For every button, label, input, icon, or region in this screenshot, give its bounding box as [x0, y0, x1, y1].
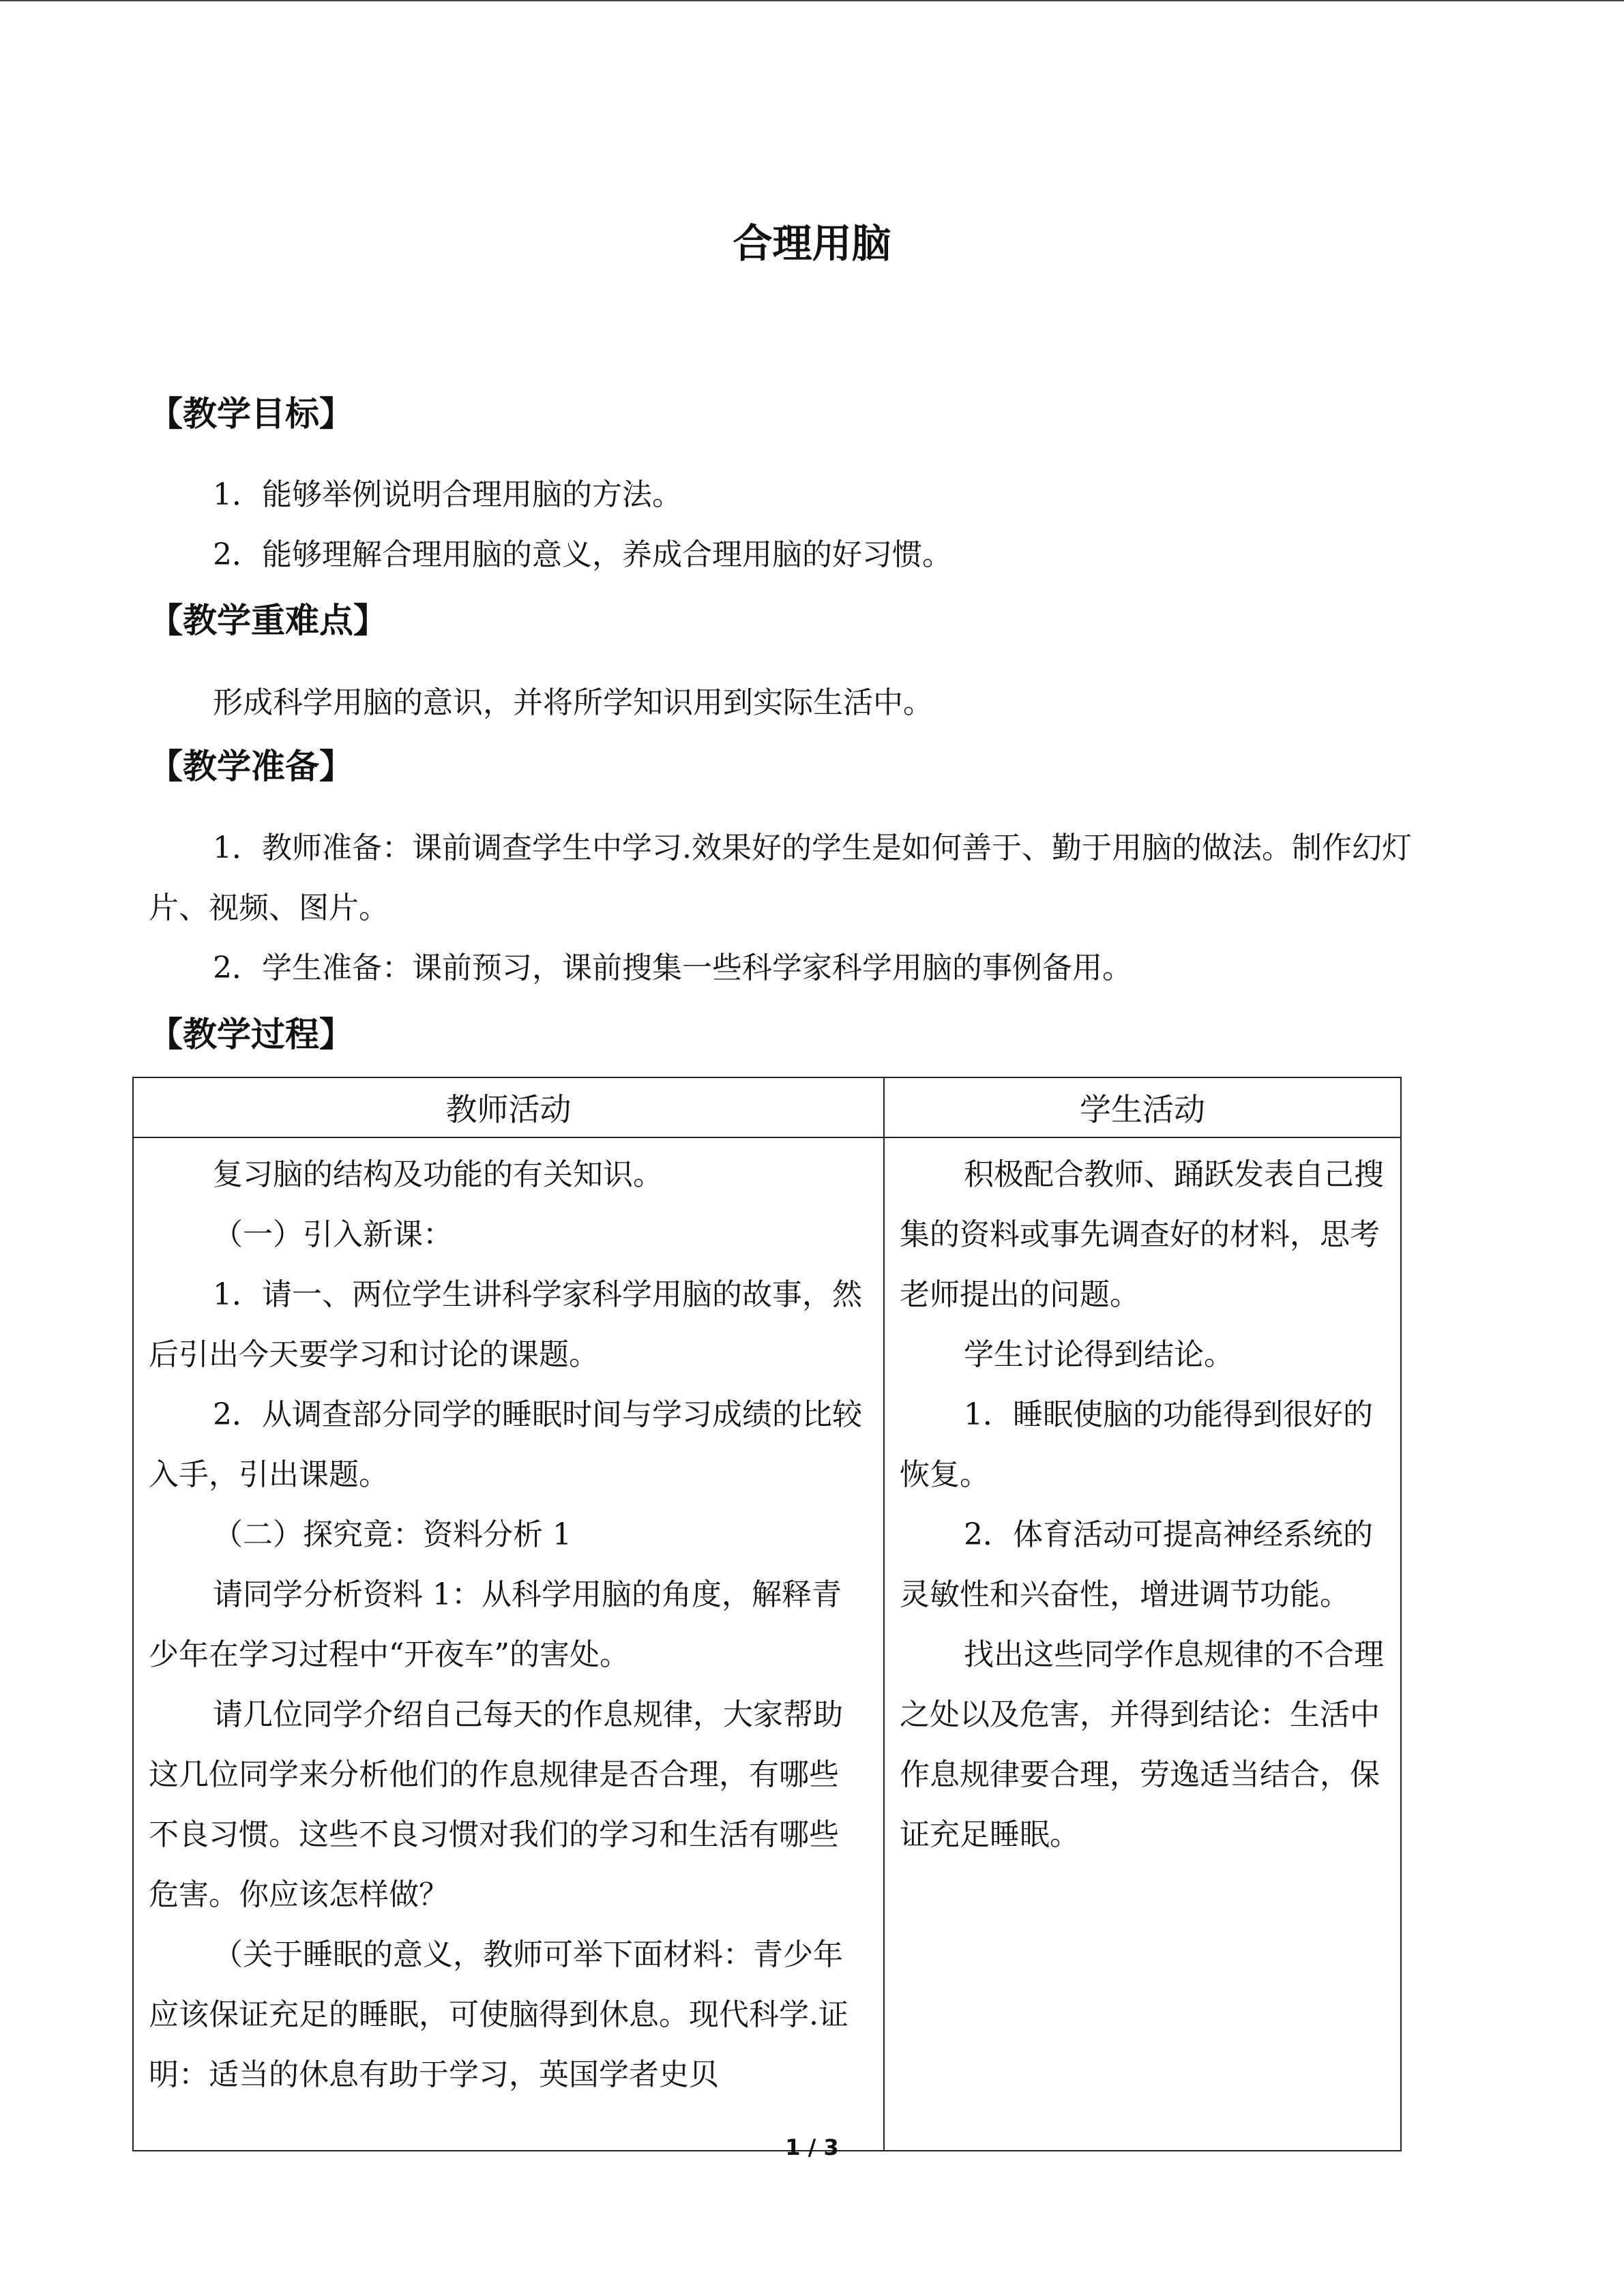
preparation-item: 2．学生准备：课前预习，课前搜集一些科学家科学用脑的事例备用。: [213, 951, 1132, 985]
student-paragraph: 积极配合教师、踊跃发表自己搜集的资料或事先调查好的材料，思考老师提出的问题。: [900, 1157, 1384, 1312]
teacher-paragraph: 2．从调查部分同学的睡眠时间与学习成绩的比较入手，引出课题。: [149, 1397, 862, 1492]
teacher-paragraph: 请同学分析资料 1：从科学用脑的角度，解释青少年在学习过程中“开夜车”的害处。: [149, 1577, 842, 1672]
student-paragraph: 2．体育活动可提高神经系统的灵敏性和兴奋性，增进调节功能。: [900, 1517, 1373, 1612]
key-points-text: 形成科学用脑的意识，并将所学知识用到实际生活中。: [213, 685, 933, 720]
teacher-paragraph: （关于睡眠的意义，教师可举下面材料：青少年应该保证充足的睡眠，可使脑得到休息。现代科学.证明：适当的休息有助于学习，英国学者史贝: [149, 1937, 848, 2092]
section-heading-key-points: 【教学重难点】: [149, 601, 387, 640]
preparation-item: 1．教师准备：课前调查学生中学习.效果好的学生是如何善于、勤于用脑的做法。制作幻灯片、视频、图片。: [149, 831, 1412, 925]
table-row: [133, 1137, 1401, 2151]
section-heading-process: 【教学过程】: [149, 1015, 353, 1054]
student-paragraph: 1．睡眠使脑的功能得到很好的恢复。: [900, 1397, 1373, 1492]
student-paragraph: 学生讨论得到结论。: [964, 1337, 1234, 1372]
teacher-paragraph: （一）引入新课：: [213, 1217, 453, 1252]
teacher-paragraph: 复习脑的结构及功能的有关知识。: [213, 1157, 663, 1192]
document-title: 合理用脑: [733, 220, 891, 267]
objective-item: 2．能够理解合理用脑的意义，养成合理用脑的好习惯。: [213, 537, 952, 572]
teacher-paragraph: 1．请一、两位学生讲科学家科学用脑的故事，然后引出今天要学习和讨论的课题。: [149, 1277, 862, 1372]
table-header-row: [133, 1077, 1401, 1137]
student-activity-cell: [884, 1137, 1401, 2151]
page-number: 1 / 3: [785, 2134, 839, 2160]
teacher-activity-cell: [133, 1137, 884, 2151]
header-teacher-activity: 教师活动: [133, 1077, 884, 1137]
process-table: [132, 1077, 1402, 2151]
section-heading-preparation: 【教学准备】: [149, 747, 353, 786]
header-student-activity: 学生活动: [884, 1077, 1401, 1137]
teacher-paragraph: 请几位同学介绍自己每天的作息规律，大家帮助这几位同学来分析他们的作息规律是否合理，有哪些不良习惯。这些不良习惯对我们的学习和生活有哪些危害。你应该怎样做？: [149, 1697, 843, 1912]
section-heading-objectives: 【教学目标】: [149, 394, 353, 434]
objective-item: 1．能够举例说明合理用脑的方法。: [213, 477, 682, 512]
student-paragraph: 找出这些同学作息规律的不合理之处以及危害，并得到结论：生活中作息规律要合理，劳逸适当结合，保证充足睡眠。: [900, 1637, 1384, 1852]
teacher-paragraph: （二）探究竟：资料分析 1: [213, 1517, 572, 1552]
